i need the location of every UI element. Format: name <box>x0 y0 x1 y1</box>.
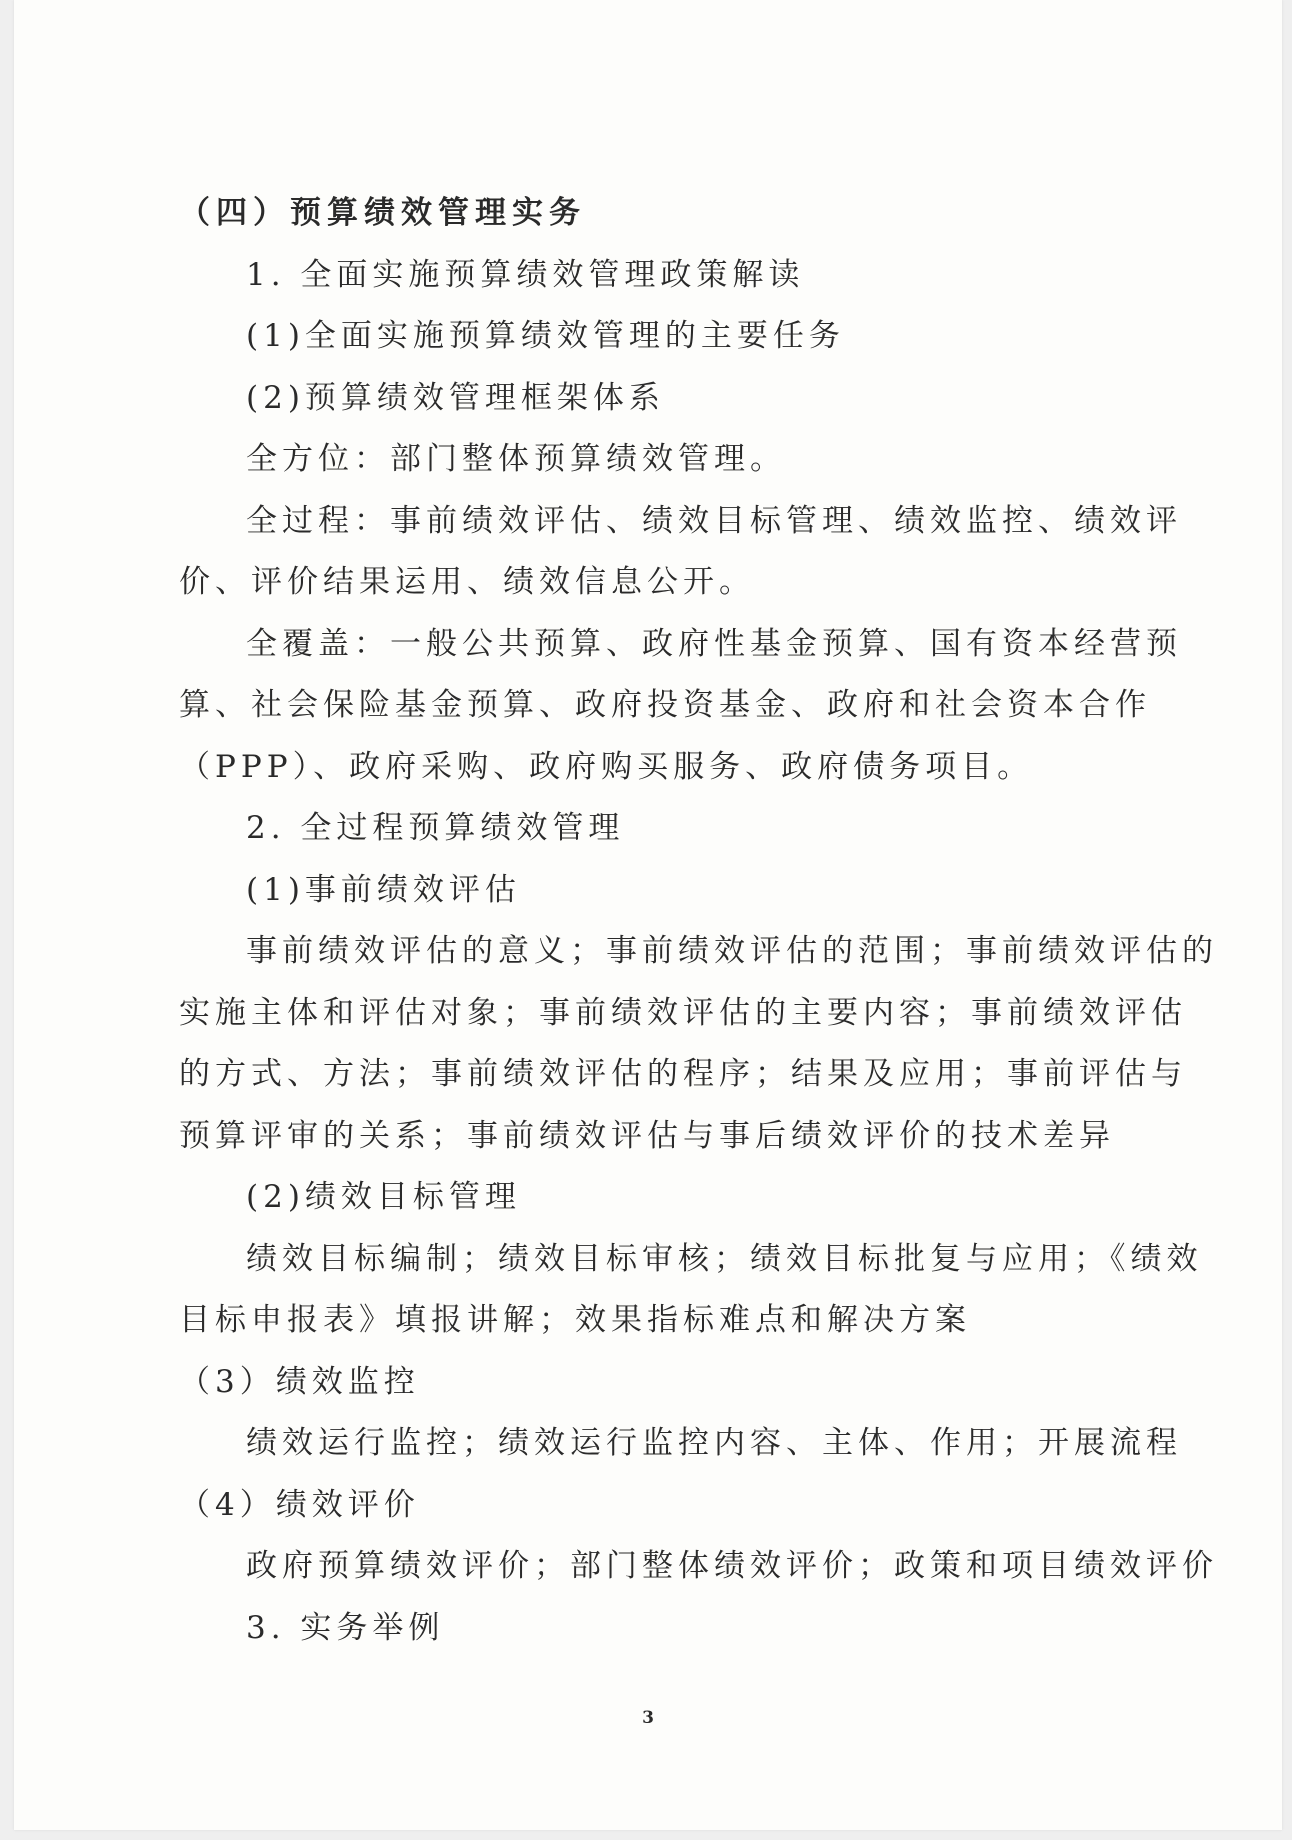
item-heading: 2. 全过程预算绩效管理 <box>246 810 625 846</box>
paragraph: 全过程：事前绩效评估、绩效目标管理、绩效监控、绩效评价、评价结果运用、绩效信息公开。 <box>179 502 1182 600</box>
page-number: 3 <box>642 1708 654 1728</box>
item-heading: 1. 全面实施预算绩效管理政策解读 <box>246 256 805 293</box>
sub-item-heading: (1)全面实施预算绩效管理的主要任务 <box>246 318 845 354</box>
paragraph: 全方位：部门整体预算绩效管理。 <box>246 441 786 477</box>
sub-item-heading: （4）绩效评价 <box>179 1486 420 1523</box>
sub-item-heading: （3）绩效监控 <box>179 1363 420 1400</box>
paragraph: 绩效目标编制；绩效目标审核；绩效目标批复与应用；《绩效目标申报表》填报讲解；效果指标难点和解决方案 <box>179 1240 1203 1338</box>
sub-item-heading: (1)事前绩效评估 <box>246 871 521 908</box>
sub-item-heading: (2)绩效目标管理 <box>246 1179 521 1215</box>
document-page <box>14 0 1282 1830</box>
sub-item-heading: (2)预算绩效管理框架体系 <box>246 379 665 416</box>
section-heading: （四）预算绩效管理实务 <box>179 195 586 231</box>
paragraph: 政府预算绩效评价；部门整体绩效评价；政策和项目绩效评价 <box>246 1548 1218 1584</box>
paragraph: 事前绩效评估的意义；事前绩效评估的范围；事前绩效评估的实施主体和评估对象；事前绩效评估的主要内容；事前绩效评估的方式、方法；事前绩效评估的程序；结果及应用；事前评估与预算评审的关系；事前绩效评估与事后绩效评价的技术差异 <box>179 933 1218 1154</box>
paragraph: 绩效运行监控；绩效运行监控内容、主体、作用；开展流程 <box>246 1425 1182 1461</box>
paragraph: 全覆盖：一般公共预算、政府性基金预算、国有资本经营预算、社会保险基金预算、政府投资基金、政府和社会资本合作（PPP）、政府采购、政府购买服务、政府债务项目。 <box>179 625 1182 785</box>
item-heading: 3. 实务举例 <box>246 1609 445 1646</box>
document-body <box>179 183 1219 1659</box>
